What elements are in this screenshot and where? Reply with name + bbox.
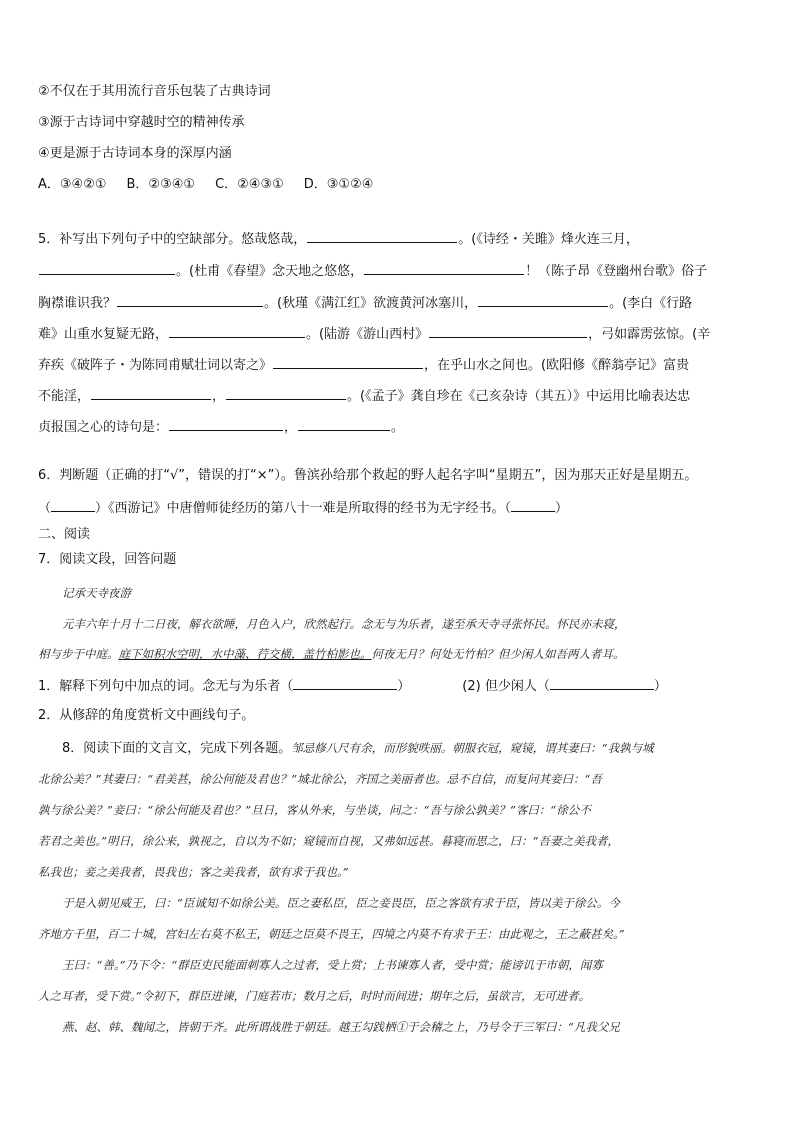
q4-option-4: ④更是源于古诗词本身的深厚内涵 (38, 146, 232, 161)
answer-blank[interactable] (51, 497, 95, 512)
q5-line-5: 弃疾《破阵子・为陈同甫赋壮词以寄之》 ，在乎山水之间也。(欧阳修《醉翁亭记》富贵 (38, 354, 766, 376)
answer-blank[interactable] (550, 675, 654, 690)
q5-line-1: 5．补写出下列句子中的空缺部分。悠哉悠哉， 。(《诗经・关雎》烽火连三月， (38, 228, 766, 250)
choice-c: C．②④③① (215, 177, 284, 192)
choice-b: B．②③④① (126, 177, 196, 192)
choice-a: A．③④②① (38, 177, 107, 192)
answer-blank[interactable] (307, 228, 457, 243)
q8-line-3: 孰与徐公美？”妾曰：“徐公何能及君也？”旦日，客从外来，与坐谈，问之：“吾与徐公孰美？”客曰：“徐公不 (38, 803, 591, 817)
q8-line-4: 若君之美也。”明日，徐公来，孰视之，自以为不如；窥镜而自视，又弗如远甚。暮寝而思之，曰：“吾妻之美我者， (38, 834, 620, 848)
answer-blank[interactable] (511, 497, 555, 512)
answer-blank[interactable] (298, 416, 390, 431)
answer-blank[interactable] (117, 292, 263, 307)
q7-title: 7．阅读文段，回答问题 (38, 552, 177, 567)
answer-blank[interactable] (293, 675, 397, 690)
q5-line-6: 不能淫， ， 。(《孟子》龚自珍在《己亥杂诗（其五）》中运用比喻表达忠 (38, 385, 766, 407)
answer-blank[interactable] (169, 323, 305, 338)
underlined-sentence: 庭下如积水空明，水中藻、荇交横，盖竹柏影也。 (118, 647, 372, 661)
passage-line-1: 元丰六年十月十二日夜，解衣欲睡，月色入户，欣然起行。念无与为乐者，遂至承天寺寻张怀民。怀民亦未寝， (62, 617, 626, 631)
passage-title: 记承天寺夜游 (62, 586, 131, 600)
q4-choices (38, 175, 766, 195)
q8-line-9: 人之耳者，受下赏。”令初下，群臣进谏，门庭若市；数月之后，时时而间进；期年之后，虽欲言，无可进者。 (38, 989, 591, 1003)
answer-blank[interactable] (226, 385, 346, 400)
q8-line-10: 燕、赵、韩、魏闻之，皆朝于齐。此所谓战胜于朝廷。越王勾践栖①于会稽之上，乃号令于三军曰：“凡我父兄 (62, 1020, 620, 1034)
answer-blank[interactable] (39, 260, 175, 275)
answer-blank[interactable] (364, 260, 524, 275)
answer-blank[interactable] (429, 323, 587, 338)
answer-blank[interactable] (478, 292, 608, 307)
q8-line-5: 私我也；妾之美我者，畏我也；客之美我者，欲有求于我也。” (38, 865, 349, 879)
q4-option-2: ②不仅在于其用流行音乐包装了古典诗词 (38, 84, 271, 99)
q8-line-2: 北徐公美？”其妻曰：“君美甚，徐公何能及君也？”城北徐公，齐国之美丽者也。忌不自信，而复问其妾曰：“吾 (38, 772, 603, 786)
q8-line-8: 王曰：“善。”乃下令：“群臣吏民能面刺寡人之过者，受上赏；上书谏寡人者，受中赏；能谤讥于市朝，闻寡 (62, 958, 603, 972)
q8-line-1: 8．阅读下面的文言文，完成下列各题。邹忌修八尺有余，而形貌昳丽。朝服衣冠，窥镜，谓其妻曰：“我孰与城 (62, 741, 654, 756)
q7-sub-1: 1．解释下列句中加点的词。念无与为乐者（ ） (2) 但少闲人（ ） (38, 675, 766, 697)
answer-blank[interactable] (91, 385, 211, 400)
q6-line-2: （ ）《西游记》中唐僧师徒经历的第八十一难是所取得的经书为无字经书。（ ） (38, 497, 766, 519)
q8-line-6: 于是入朝见威王，曰：“臣诚知不如徐公美。臣之妻私臣，臣之妾畏臣，臣之客欲有求于臣，皆以美于徐公。今 (62, 896, 620, 910)
q8-line-7: 齐地方千里，百二十城，宫妇左右莫不私王，朝廷之臣莫不畏王，四境之内莫不有求于王：由此观之，王之蔽甚矣。” (38, 927, 625, 941)
answer-blank[interactable] (169, 416, 283, 431)
q5-line-4: 难》山重水复疑无路， 。(陆游《游山西村》 ，弓如霹雳弦惊。(辛 (38, 323, 766, 345)
q4-option-3: ③源于古诗词中穿越时空的精神传承 (38, 115, 245, 130)
answer-blank[interactable] (273, 354, 423, 369)
q7-sub-2: 2．从修辞的角度赏析文中画线句子。 (38, 708, 255, 723)
q5-line-7: 贞报国之心的诗句是： ， 。 (38, 416, 766, 438)
passage-line-2: 相与步于中庭。庭下如积水空明，水中藻、荇交横，盖竹柏影也。何夜无月？何处无竹柏？但少闲人如吾两人者耳。 (38, 647, 625, 661)
q6-line-1: 6．判断题（正确的打“√”，错误的打“×”）。鲁滨孙给那个救起的野人起名字叫“星期五”，因为那天正好是星期五。 (38, 468, 698, 483)
q5-line-2: 。(杜甫《春望》念天地之悠悠， ！（陈子昂《登幽州台歌》俗子 (38, 260, 766, 282)
section-heading: 二、阅读 (38, 527, 91, 542)
q5-line-3: 胸襟谁识我？ 。(秋瑾《满江红》欲渡黄河冰塞川， 。(李白《行路 (38, 292, 766, 314)
choice-d: D．③①②④ (303, 177, 374, 192)
